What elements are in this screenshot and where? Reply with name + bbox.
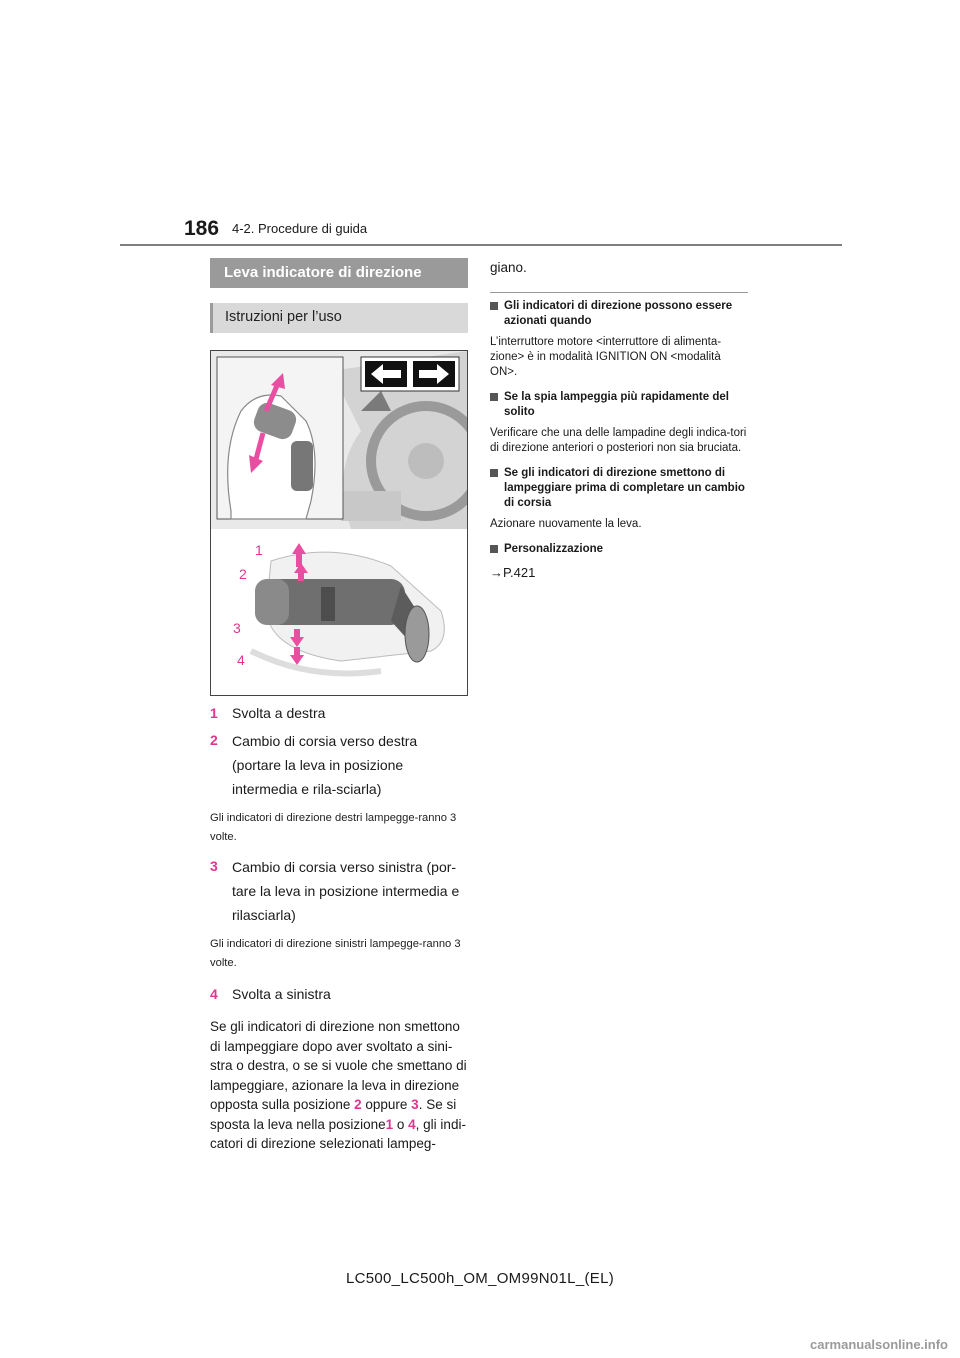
inline-step-ref: 3 [411, 1097, 419, 1112]
step-number: 4 [210, 986, 218, 1002]
page-reference-link[interactable]: →P.421 [490, 565, 536, 580]
para-text: , gli indi-catori di direzione selezionati lampeg- [210, 1116, 466, 1151]
step-number: 3 [210, 858, 218, 874]
step-number: 1 [210, 705, 218, 721]
step-text: Cambio di corsia verso destra (portare la leva in posizione intermedia e rila-sciarla) [232, 733, 418, 797]
notes-list [490, 299, 748, 580]
notes-divider [490, 292, 748, 293]
header-rule [120, 244, 842, 246]
bullet-square-icon [490, 545, 498, 553]
step-note: Gli indicatori di direzione destri lampegge-ranno 3 volte. [210, 812, 457, 843]
turn-signal-lever-figure [210, 350, 468, 696]
para-text: . Se si sposta la leva nella posizione [210, 1097, 457, 1132]
figure-label-1: 1 [255, 542, 263, 558]
note-title [490, 466, 748, 511]
watermark: carmanualsonline.info [810, 1337, 948, 1352]
step-text: Cambio di corsia verso sinistra (por-tare la leva in posizione intermedia e rilasciarla) [232, 859, 460, 923]
step-3 [210, 855, 468, 927]
section-title: 4-2. Procedure di guida [232, 221, 368, 236]
note-title-text: Se la spia lampeggia più rapidamente del solito [504, 391, 729, 418]
step-number: 2 [210, 732, 218, 748]
note-title [490, 542, 748, 557]
step-1 [210, 702, 468, 724]
note-title-text: Personalizzazione [504, 543, 604, 555]
note-title-text: Se gli indicatori di direzione smettono di lampeggiare prima di completare un cambio di corsia [504, 467, 745, 509]
figure-label-3: 3 [233, 620, 241, 636]
note-title [490, 299, 748, 329]
section-heading-bar [210, 258, 468, 288]
continuation-text: giano. [490, 260, 527, 275]
step-4 [210, 983, 468, 1005]
inline-step-ref: 2 [354, 1097, 362, 1112]
note-body: L’interruttore motore <interruttore di alimenta-zione> è in modalità IGNITION ON <modalità ON>. [490, 336, 722, 378]
lever-illustration [211, 351, 467, 695]
page-number: 186 [184, 217, 220, 240]
note-body: Verificare che una delle lampadine degli indica-tori di direzione anteriori o posteriori non sia bruciata. [490, 427, 747, 454]
body-paragraph [210, 1017, 468, 1154]
section-heading: Leva indicatore di direzione [224, 264, 422, 281]
step-text: Svolta a destra [232, 705, 326, 721]
subsection-heading: Istruzioni per l’uso [225, 309, 342, 325]
step-text: Svolta a sinistra [232, 986, 331, 1002]
note-body: Azionare nuovamente la leva. [490, 518, 642, 530]
inline-step-ref: 4 [408, 1116, 416, 1132]
step-2 [210, 729, 468, 801]
steps-list [210, 702, 468, 1154]
step-note: Gli indicatori di direzione sinistri lampegge-ranno 3 volte. [210, 938, 461, 969]
figure-label-4: 4 [237, 652, 245, 668]
para-text: oppure [361, 1097, 412, 1112]
figure-label-2: 2 [239, 566, 247, 582]
inline-step-ref: 1 [385, 1116, 394, 1132]
note-title [490, 390, 748, 420]
para-text: Se gli indicatori di direzione non smettono di lampeggiare dopo aver svoltato a sini-stra o destra, o se si vuole che smettano di lampeggiare, azionare la leva in direzione opposta sulla posizione [210, 1019, 467, 1112]
subsection-heading-bar [210, 303, 468, 333]
bullet-square-icon [490, 302, 498, 310]
bullet-square-icon [490, 469, 498, 477]
para-text: o [393, 1116, 409, 1132]
bullet-square-icon [490, 393, 498, 401]
document-code: LC500_LC500h_OM_OM99N01L_(EL) [345, 1270, 615, 1287]
note-title-text: Gli indicatori di direzione possono essere azionati quando [504, 300, 733, 327]
